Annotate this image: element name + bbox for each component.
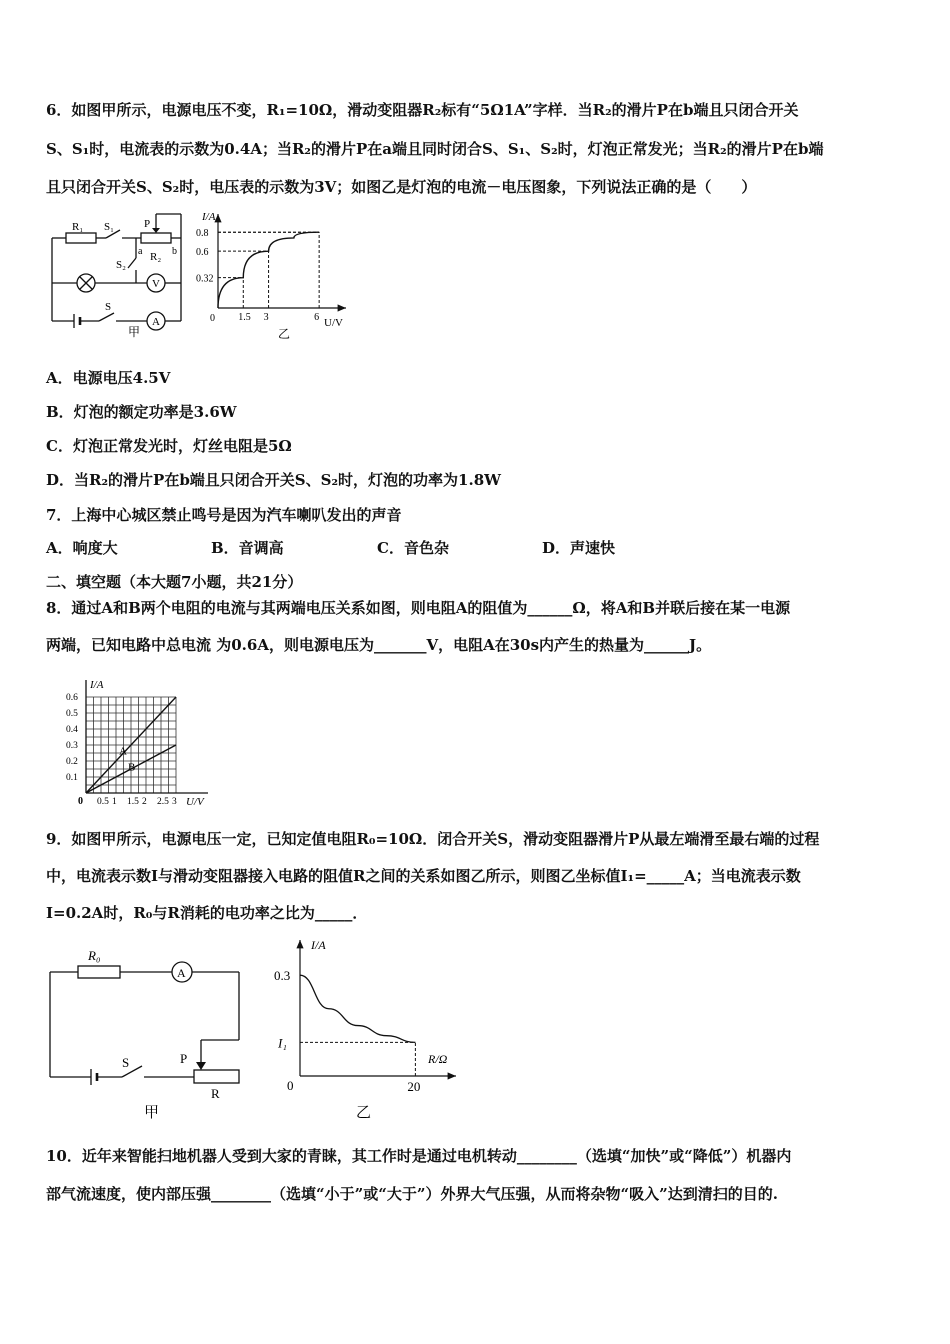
q6-option-d: D．当R₂的滑片P在b端且只闭合开关S、S₂时，灯泡的功率为1.8W <box>46 471 501 489</box>
q9-x-label: R/Ω <box>428 1052 448 1066</box>
q6-line1: 6．如图甲所示，电源电压不变，R₁=10Ω，滑动变阻器R₂标有“5Ω1A”字样．当R₂的滑片P在b端且只闭合开关 <box>46 101 799 119</box>
q7-option-b: B．音调高 <box>211 539 284 557</box>
q8-series-label-a: A <box>119 745 127 758</box>
q6-voltmeter-label: V <box>152 278 160 290</box>
q6-label-r2: R₂ <box>150 251 162 263</box>
q8-chart <box>58 672 218 810</box>
q8-x-tick: 0.5 <box>97 797 109 807</box>
q6-x-tick: 1.5 <box>238 312 251 323</box>
q8-y-tick: 0.4 <box>66 725 78 735</box>
q9-label-r0: R₀ <box>88 948 101 963</box>
q6-ammeter-label: A <box>152 316 160 328</box>
q6-label-a: a <box>138 246 143 257</box>
q9-x-tick: 20 <box>407 1079 421 1094</box>
section-heading: 二、填空题（本大题7小题，共21分） <box>46 573 303 591</box>
q9-curve <box>300 975 415 1042</box>
q6-x-label: U/V <box>324 317 343 329</box>
q9-y-tick: I₁ <box>278 1035 287 1051</box>
q10-line2: 部气流速度，使内部压强________（选填“小于”或“大于”）外界大气压强，从而将杂物“吸入”达到清扫的目的. <box>46 1185 778 1203</box>
q9-y-label: I/A <box>311 938 326 952</box>
q6-label-b: b <box>172 246 177 257</box>
q9-ammeter-label: A <box>177 966 186 980</box>
q6-label-r1: R₁ <box>72 221 84 233</box>
q7-stem: 7．上海中心城区禁止鸣号是因为汽车喇叭发出的声音 <box>46 506 402 524</box>
q6-circuit-diagram <box>44 208 189 340</box>
q6-y-label: I/A <box>202 211 216 223</box>
q8-origin: 0 <box>78 796 83 807</box>
q9-label-s: S <box>122 1055 130 1070</box>
q9-label-p: P <box>180 1051 188 1066</box>
q6-y-tick: 0.6 <box>196 247 209 259</box>
q8-x-tick: 2 <box>142 797 147 807</box>
q8-y-label: I/A <box>90 679 104 691</box>
q7-option-a: A．响度大 <box>46 539 118 557</box>
q9-line2: 中，电流表示数I与滑动变阻器接入电路的阻值R之间的关系如图乙所示，则图乙坐标值I₁=_____A；当电流表示数 <box>46 867 801 885</box>
q6-label-s1: S₁ <box>104 221 114 233</box>
q8-x-tick: 3 <box>172 797 177 807</box>
q6-x-tick: 3 <box>263 312 269 323</box>
q6-x-tick: 6 <box>314 312 320 323</box>
q9-fig-label: 乙 <box>356 1105 372 1121</box>
q8-series-label-b: B <box>128 761 136 774</box>
q8-x-tick: 1 <box>112 797 117 807</box>
q6-origin: 0 <box>210 313 215 324</box>
q8-y-tick: 0.3 <box>66 741 78 751</box>
q8-x-label: U/V <box>186 796 204 808</box>
q8-line1: 8．通过A和B两个电阻的电流与其两端电压关系如图，则电阻A的阻值为______Ω，将A和B并联后接在某一电源 <box>46 599 791 617</box>
q6-option-c: C．灯泡正常发光时，灯丝电阻是5Ω <box>46 437 292 455</box>
q10-line1: 10．近年来智能扫地机器人受到大家的青睐，其工作时是通过电机转动________（选填“加快”或“降低”）机器内 <box>46 1147 792 1165</box>
q6-line3: 且只闭合开关S、S₂时，电压表的示数为3V；如图乙是灯泡的电流－电压图象，下列说法正确的是（ ） <box>46 178 757 196</box>
q6-fig-label: 乙 <box>278 327 291 341</box>
q9-line3: I=0.2A时，R₀与R消耗的电功率之比为_____． <box>46 904 368 922</box>
q9-origin: 0 <box>287 1078 294 1093</box>
q9-y-tick: 0.3 <box>274 968 291 984</box>
q8-y-tick: 0.6 <box>66 693 78 703</box>
q6-y-tick: 0.32 <box>196 273 214 285</box>
q9-fig-jia-label: 甲 <box>144 1105 160 1121</box>
q8-y-tick: 0.1 <box>66 773 78 783</box>
q8-line2: 两端，已知电路中总电流 为0.6A，则电源电压为_______V，电阻A在30s内产生的热量为______J。 <box>46 636 712 654</box>
q6-label-s: S <box>105 301 112 313</box>
q7-option-c: C．音色杂 <box>377 539 449 557</box>
q8-y-tick: 0.5 <box>66 709 78 719</box>
q9-line1: 9．如图甲所示，电源电压一定，已知定值电阻R₀=10Ω．闭合开关S，滑动变阻器滑片P从最左端滑至最右端的过程 <box>46 830 820 848</box>
q6-label-p: P <box>144 218 151 230</box>
q9-chart <box>268 934 468 1124</box>
q7-option-d: D．声速快 <box>542 539 616 557</box>
q8-x-tick: 1.5 <box>127 797 139 807</box>
q6-option-b: B．灯泡的额定功率是3.6W <box>46 403 237 421</box>
q8-y-tick: 0.2 <box>66 757 78 767</box>
q9-label-r: R <box>211 1086 220 1101</box>
q8-x-tick: 2.5 <box>157 797 169 807</box>
q6-label-s2: S₂ <box>116 259 126 271</box>
q6-fig-jia-label: 甲 <box>128 325 141 339</box>
q6-line2: S、S₁时，电流表的示数为0.4A；当R₂的滑片P在a端且同时闭合S、S₁、S₂时，灯泡正常发光；当R₂的滑片P在b端 <box>46 140 824 158</box>
q9-circuit-diagram <box>44 942 254 1122</box>
q6-option-a: A．电源电压4.5V <box>46 369 171 387</box>
q6-chart <box>196 208 356 343</box>
q6-y-tick: 0.8 <box>196 228 209 240</box>
